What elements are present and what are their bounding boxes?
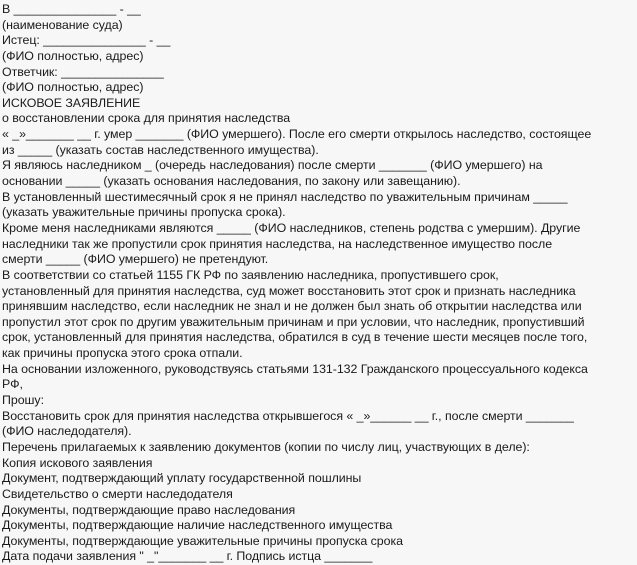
document-list-item: Документы, подтверждающие право наследования [2,502,296,517]
document-line: РФ, [2,377,23,392]
document-subtitle: о восстановлении срока для принятия наследства [2,111,291,126]
document-line: В _______________ - __ [2,2,141,16]
document-line: Дата подачи заявления " _"_______ __ г. Подпись истца _______ [2,549,373,564]
document-line: (ФИО наследодателя). [2,424,132,439]
document-body [2,2,635,564]
document-line: В установленный шестимесячный срок я не принял наследство по уважительным причинам _____ [2,189,568,204]
document-line: (ФИО полностью, адрес) [2,80,144,95]
document-line: Я являюсь наследником _ (очередь наследования) после смерти _______ (ФИО умершего) на [2,158,543,173]
document-line: « _»_______ __ г. умер _______ (ФИО умершего). После его смерти открылось наследство, состоящее [2,127,592,142]
document-line: (указать уважительные причины пропуска срока). [2,205,286,220]
document-line: Ответчик: _______________ [2,64,164,79]
document-line: В соответствии со статьей 1155 ГК РФ по заявлению наследника, пропустившего срок, [2,267,499,282]
document-line: Кроме меня наследниками являются _____ (ФИО наследников, степень родства с умершим). Другие [2,220,581,235]
document-list-item: Документы, подтверждающие уважительные причины пропуска срока [2,533,403,548]
document-line: Прошу: [2,393,44,408]
document-list-item: Копия искового заявления [2,455,153,470]
document-line: из _____ (указать состав наследственного имущества). [2,142,319,157]
document-line: принявшим наследство, если наследник не знал и не должен был знать об открытии наследства или [2,299,582,314]
document-line: пропустил этот срок по другим уважительным причинам и при условии, что наследник, пропустивший [2,314,585,329]
document-line: Восстановить срок для принятия наследства открывшегося « _»______ __ г., после смерти _______ [2,408,574,423]
document-line: (ФИО полностью, адрес) [2,48,144,63]
document-line: установленный для принятия наследства, суд может восстановить этот срок и признать наследника [2,283,576,298]
document-line: как причины пропуска этого срока отпали. [2,346,243,361]
document-list-item: Документ, подтверждающий уплату государственной пошлины [2,471,362,486]
document-title: ИСКОВОЕ ЗАЯВЛЕНИЕ [2,95,141,110]
document-line: наследники так же пропустили срок принятия наследства, на наследственное имущество после [2,236,553,251]
document-line: срок, установленный для принятия наследства, обратился в суд в течение шести месяцев после того, [2,330,588,345]
document-list-item: Документы, подтверждающие наличие наследственного имущества [2,518,393,533]
document-list-item: Свидетельство о смерти наследодателя [2,486,233,501]
document-line: (наименование суда) [2,17,123,32]
document-line: Истец: _______________ - __ [2,33,171,48]
document-line: На основании изложенного, руководствуясь статьями 131-132 Гражданского процессуального кодекса [2,361,588,376]
document-line: Перечень прилагаемых к заявлению документов (копии по числу лиц, участвующих в деле): [2,439,530,454]
document-line: основании _____ (указать основания наследования, по закону или завещанию). [2,174,461,189]
document-line: смерти _____ (ФИО умершего) не претендуют. [2,252,269,267]
